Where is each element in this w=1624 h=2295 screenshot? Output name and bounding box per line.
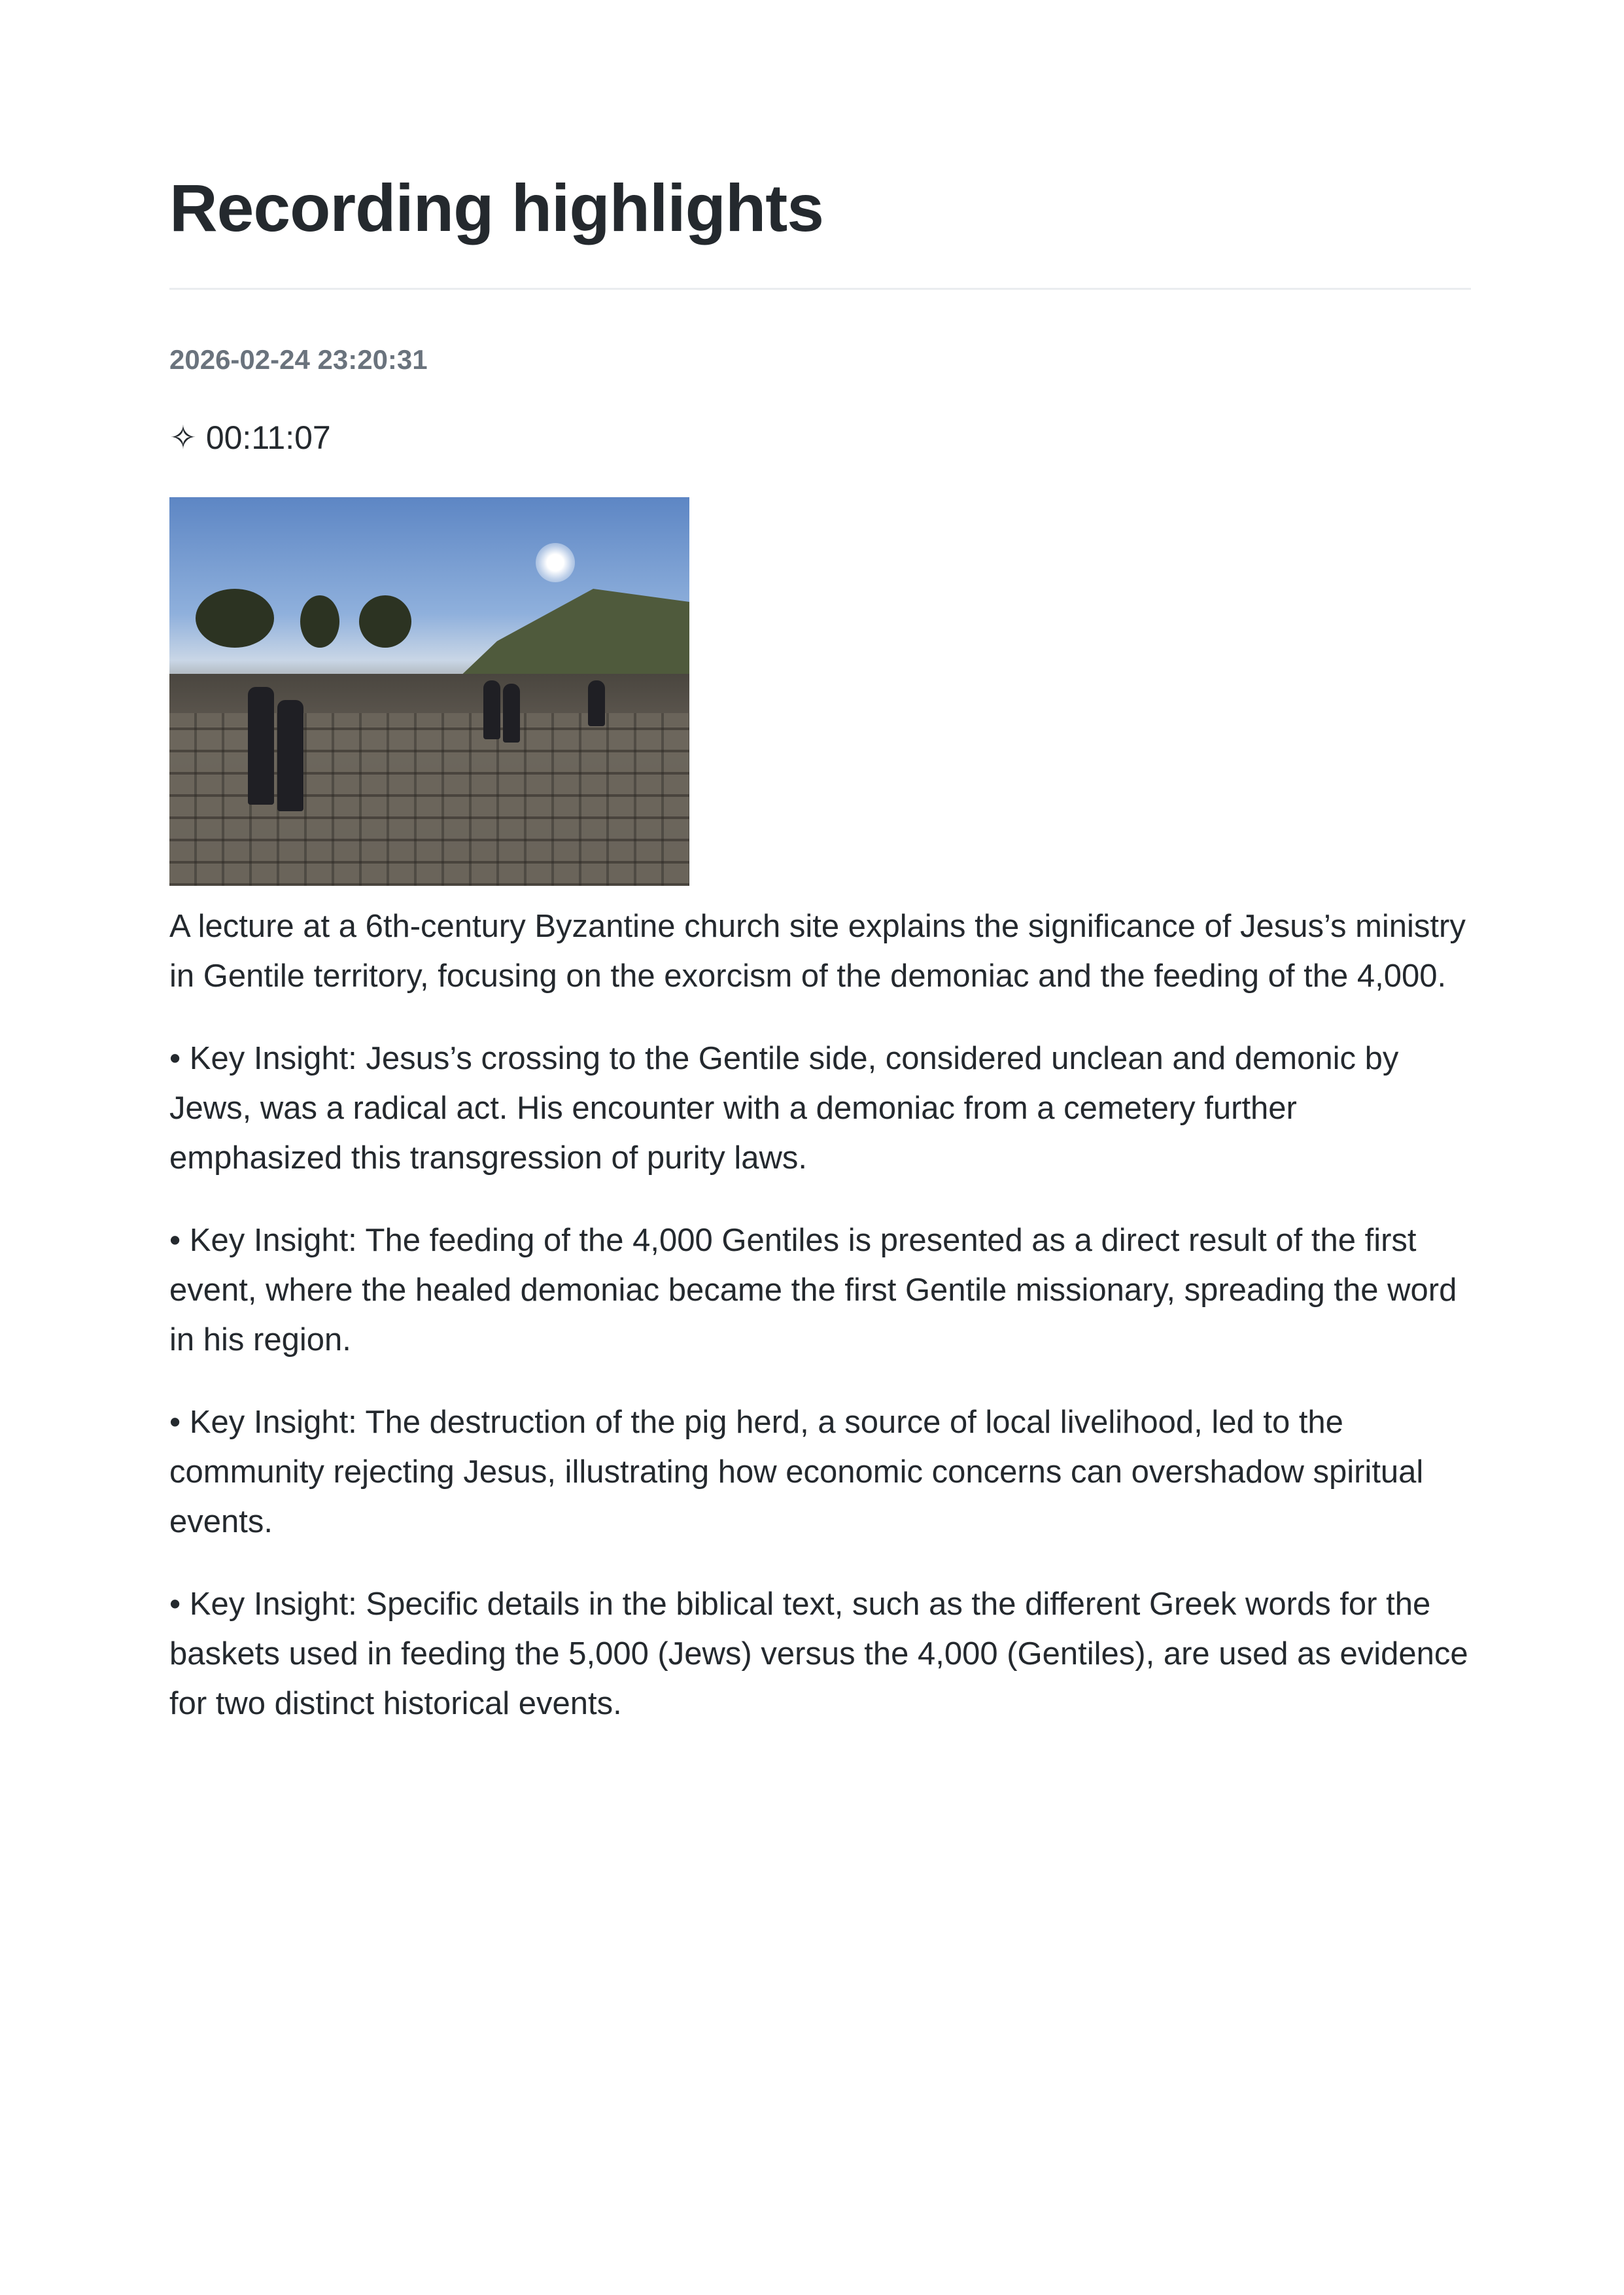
- key-insight: • Key Insight: Jesus’s crossing to the Gentile side, considered unclean and demonic by Jews, was a radical act. His encounter with a demoniac from a cemetery further emphasized this transgression of purity laws.: [169, 1041, 1399, 1176]
- photo-person: [503, 684, 520, 743]
- key-insight: • Key Insight: Specific details in the biblical text, such as the different Greek words for the baskets used in feeding the 5,000 (Jews) versus the 4,000 (Gentiles), are used as evidence for two distinct historical events.: [169, 1586, 1468, 1721]
- photo-tree: [359, 595, 411, 648]
- page-title: Recording highlights: [169, 171, 823, 245]
- timestamp-time: 00:11:07: [205, 419, 331, 456]
- photo-person: [248, 687, 274, 805]
- highlight-body: [169, 902, 1471, 1761]
- key-insight: • Key Insight: The destruction of the pig herd, a source of local livelihood, led to the community rejecting Jesus, illustrating how economic concerns can overshadow spiritual events.: [169, 1405, 1424, 1539]
- photo-tree: [300, 595, 339, 648]
- highlight-photo: [169, 497, 689, 886]
- divider: [169, 288, 1471, 290]
- photo-person: [588, 680, 605, 726]
- photo-sun: [536, 543, 575, 582]
- highlight-timestamp[interactable]: [169, 419, 331, 457]
- recording-date: 2026-02-24 23:20:31: [169, 344, 428, 375]
- key-insight: • Key Insight: The feeding of the 4,000 Gentiles is presented as a direct result of the first event, where the healed demoniac became the first Gentile missionary, spreading the word in his region.: [169, 1223, 1457, 1358]
- photo-tree: [196, 589, 274, 648]
- photo-person: [277, 700, 303, 811]
- photo-person: [483, 680, 500, 739]
- sparkle-icon: ✧: [169, 419, 197, 456]
- summary-paragraph: A lecture at a 6th-century Byzantine church site explains the significance of Jesus’s ministry in Gentile territory, focusing on the exorcism of the demoniac and the feeding of the 4,000.: [169, 909, 1466, 994]
